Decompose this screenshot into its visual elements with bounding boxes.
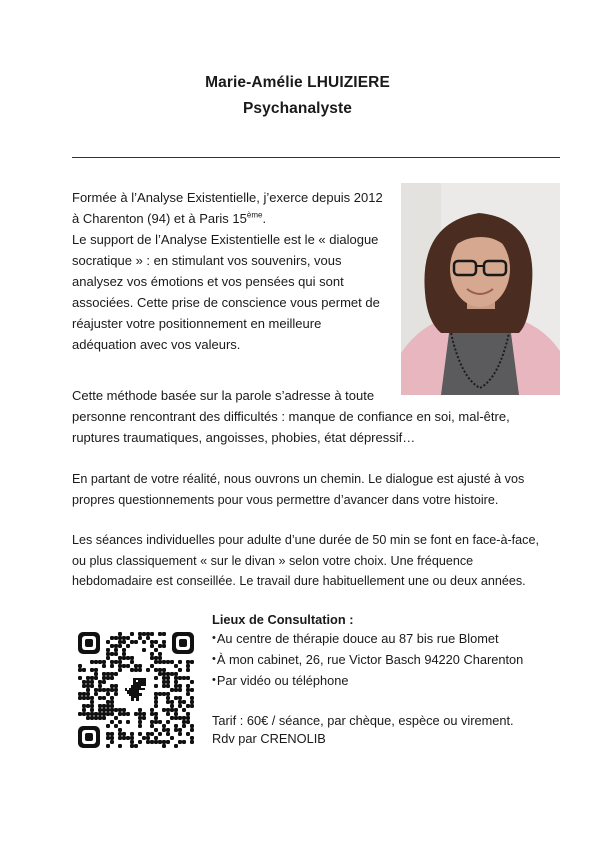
intro-line: adéquation avec vos valeurs. xyxy=(72,337,241,352)
qr-finder xyxy=(172,632,194,654)
bullet: • xyxy=(212,632,216,644)
header-divider xyxy=(72,157,560,158)
intro-line: socratique » : en stimulant vos souvenirs, vous xyxy=(72,253,342,268)
intro-paragraph xyxy=(72,187,383,355)
intro-line: . xyxy=(262,211,267,226)
author-name: Marie-Amélie LHUIZIERE xyxy=(205,74,390,91)
intro-superscript: ème xyxy=(246,210,263,220)
portrait-illustration xyxy=(401,183,560,395)
dinosaur-icon xyxy=(119,673,153,707)
sessions-paragraph xyxy=(72,530,539,592)
qr-finder xyxy=(78,632,100,654)
intro-line: Formée à l’Analyse Existentielle, j’exerce depuis 2012 xyxy=(72,190,383,205)
reality-line: En partant de votre réalité, nous ouvrons un chemin. Le dialogue est ajusté à vos xyxy=(72,472,525,486)
qr-code-icon[interactable] xyxy=(77,631,195,749)
qr-code-graphic xyxy=(77,631,195,749)
location-label: Par vidéo ou téléphone xyxy=(216,673,349,688)
bullet: • xyxy=(212,674,216,686)
method-line: personne rencontrant des difficultés : manque de confiance en soi, mal-être, xyxy=(72,409,510,424)
sessions-line: Les séances individuelles pour adulte d’une durée de 50 min se font en face-à-face, xyxy=(72,533,539,547)
intro-line: analysez vos émotions et vos pensées qui sont xyxy=(72,274,344,289)
location-label: Au centre de thérapie douce au 87 bis rue Blomet xyxy=(216,631,499,646)
pricing-text: Tarif : 60€ / séance, par chèque, espèce ou virement. xyxy=(212,713,514,728)
method-line: ruptures traumatiques, angoisses, phobies, état dépressif… xyxy=(72,430,416,445)
portrait-photo xyxy=(401,183,560,395)
qr-finder xyxy=(78,726,100,748)
reality-line: propres questionnements pour vous permettre d’avancer dans votre histoire. xyxy=(72,492,499,507)
location-item xyxy=(212,652,523,667)
intro-line: Le support de l’Analyse Existentielle est le « dialogue xyxy=(72,232,379,247)
location-item xyxy=(212,673,348,688)
intro-line: associées. Cette prise de conscience vous permet de xyxy=(72,295,380,310)
booking-text: Rdv par CRENOLIB xyxy=(212,731,326,746)
intro-line: à Charenton (94) et à Paris 15 xyxy=(72,211,247,226)
location-label: À mon cabinet, 26, rue Victor Basch 94220 Charenton xyxy=(216,652,524,667)
locations-title: Lieux de Consultation : xyxy=(212,612,354,627)
sessions-line: hebdomadaire est conseillée. Le travail dure habituellement une ou deux années. xyxy=(72,574,526,588)
method-paragraph xyxy=(72,385,510,448)
author-role: Psychanalyste xyxy=(242,100,352,117)
reality-paragraph xyxy=(72,469,524,510)
intro-line: réajuster votre positionnement en meilleure xyxy=(72,316,322,331)
method-line: Cette méthode basée sur la parole s’adresse à toute xyxy=(72,388,375,403)
sessions-line: ou plus classiquement « sur le divan » selon votre choix. Une fréquence xyxy=(72,553,474,568)
bullet: • xyxy=(212,653,216,665)
location-item xyxy=(212,631,499,646)
